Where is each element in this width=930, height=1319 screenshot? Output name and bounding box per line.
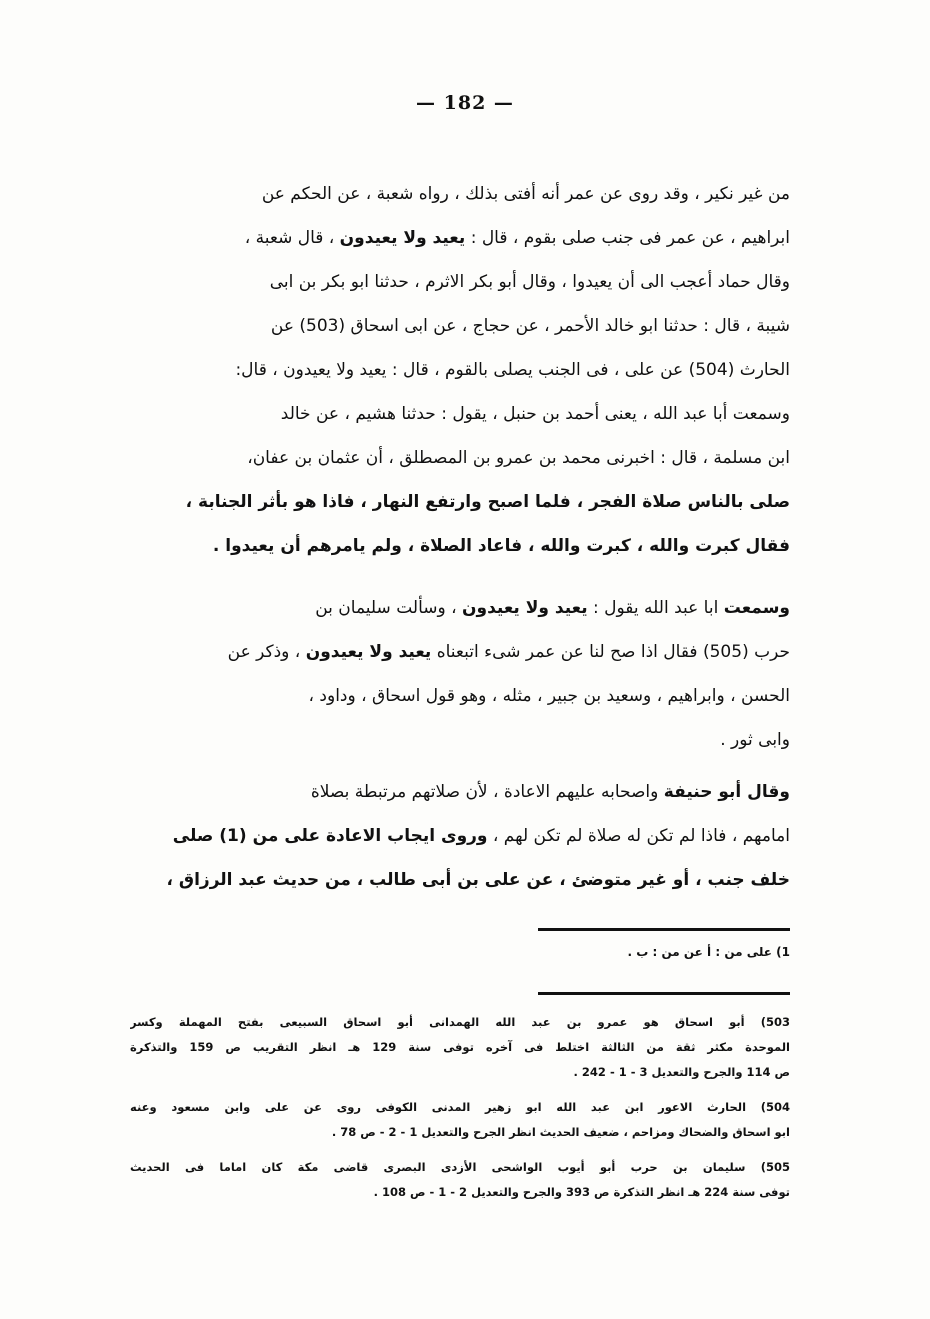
- text-span: ابراهيم ، عن عمر فى جنب صلى بقوم ، قال :: [465, 228, 790, 248]
- footnote-line: 505) سليمان بن حرب أبو أيوب الواشحى الأزدى البصرى قاضى مكة كان اماما فى الحديث: [130, 1160, 790, 1174]
- text-span: ابا عبد الله يقول :: [587, 598, 724, 618]
- text-span: ، وسألت سليمان بن: [315, 598, 462, 618]
- text-line: وسمعت أبا عبد الله ، يعنى أحمد بن حنبل ، يقول : حدثنا هشيم ، عن خالد: [280, 404, 790, 424]
- text-span: حرب (505) فقال اذا صح لنا عن عمر شىء اتبعناه: [431, 642, 790, 662]
- text-line-bold: فقال كبرت والله ، كبرت والله ، فاعاد الصلاة ، ولم يامرهم أن يعيدوا .: [212, 536, 790, 556]
- text-line-bold: خلف جنب ، أو غير متوضئ ، عن على بن أبى طالب ، من حديث عبد الرزاق ،: [166, 870, 790, 890]
- paragraph-2: [130, 586, 790, 762]
- text-line: الحسن ، وابراهيم ، وسعيد بن جبير ، مثله ، وهو قول اسحاق ، وداود ،: [308, 686, 790, 706]
- footnote-503: [130, 1010, 790, 1085]
- footnote-line: الموحدة مكثر ثقة من الثالثة اختلط فى آخره توفى سنة 129 هـ انظر التقريب ص 159 والتذكرة: [130, 1040, 790, 1054]
- text-line: [130, 770, 790, 814]
- text-line-bold: صلى بالناس صلاة الفجر ، فلما اصبح وارتفع النهار ، فاذا هو بأثر الجنابة ،: [185, 492, 790, 512]
- text-line: من غير نكير ، وقد روى عن عمر أنه أفتى بذلك ، رواه شعبة ، عن الحكم عن: [261, 184, 790, 204]
- bold-phrase: يعيد ولا يعيدون: [339, 228, 466, 248]
- bold-phrase: وقال أبو حنيفة: [663, 782, 790, 802]
- text-span: ، قال شعبة ،: [244, 228, 340, 248]
- text-span: واصحابه عليهم الاعادة ، لأن صلاتهم مرتبطة بصلاة: [310, 782, 664, 802]
- text-line: [130, 630, 790, 674]
- bold-phrase: وروى ايجاب الاعادة على من (1) صلى: [172, 826, 488, 846]
- paragraph-1: [130, 172, 790, 568]
- text-line: [130, 216, 790, 260]
- bold-phrase: وسمعت: [723, 598, 790, 618]
- page-number: — 182 —: [416, 92, 514, 114]
- footnote-line: 503) أبو اسحاق هو عمرو بن عبد الله الهمدانى أبو اسحاق السبيعى بفتح المهملة وكسر: [130, 1015, 790, 1029]
- text-line: شيبة ، قال : حدثنا ابو خالد الأحمر ، عن حجاج ، عن ابى اسحاق (503) عن: [270, 316, 790, 336]
- text-line: وابى ثور .: [720, 730, 790, 750]
- bold-phrase: يعيد ولا يعيدون: [462, 598, 588, 618]
- footnote-line: ابو اسحاق والضحاك ومزاحم ، ضعيف الحديث انظر الجرح والتعديل 1 - 2 - ص 78 .: [331, 1125, 790, 1139]
- text-line: [130, 586, 790, 630]
- bold-phrase: يعيد ولا يعيدون: [305, 642, 432, 662]
- footnote-line: توفى سنة 224 هـ انظر التذكرة ص 393 والجرح والتعديل 2 - 1 - ص 108 .: [373, 1185, 790, 1199]
- footnote-separator: [538, 992, 790, 995]
- footnote-505: [130, 1155, 790, 1205]
- text-line: الحارث (504) عن على ، فى الجنب يصلى بالقوم ، قال : يعيد ولا يعيدون ، قال:: [235, 360, 790, 380]
- footnote-separator: [538, 928, 790, 931]
- text-line: وقال حماد أعجب الى أن يعيدوا ، وقال أبو بكر الاثرم ، حدثنا ابو بكر بن ابى: [269, 272, 790, 292]
- footnote-line: ص 114 والجرح والتعديل 3 - 1 - 242 .: [573, 1065, 790, 1079]
- text-span: امامهم ، فاذا لم تكن له صلاة لم تكن لهم ،: [487, 826, 790, 846]
- text-line: ابن مسلمة ، قال : اخبرنى محمد بن عمرو بن المصطلق ، أن عثمان بن عفان،: [247, 448, 790, 468]
- footnote-line: 504) الحارث الاعور ابن عبد الله ابو زهير المدنى الكوفى روى عن على وابن مسعود وعنه: [130, 1100, 790, 1114]
- footnotes: [130, 1010, 790, 1215]
- text-line: [130, 814, 790, 858]
- text-span: ، وذكر عن: [227, 642, 306, 662]
- footnote-504: [130, 1095, 790, 1145]
- variant-note: 1) على من : أ عن من : ب .: [627, 945, 790, 959]
- paragraph-3: [130, 770, 790, 902]
